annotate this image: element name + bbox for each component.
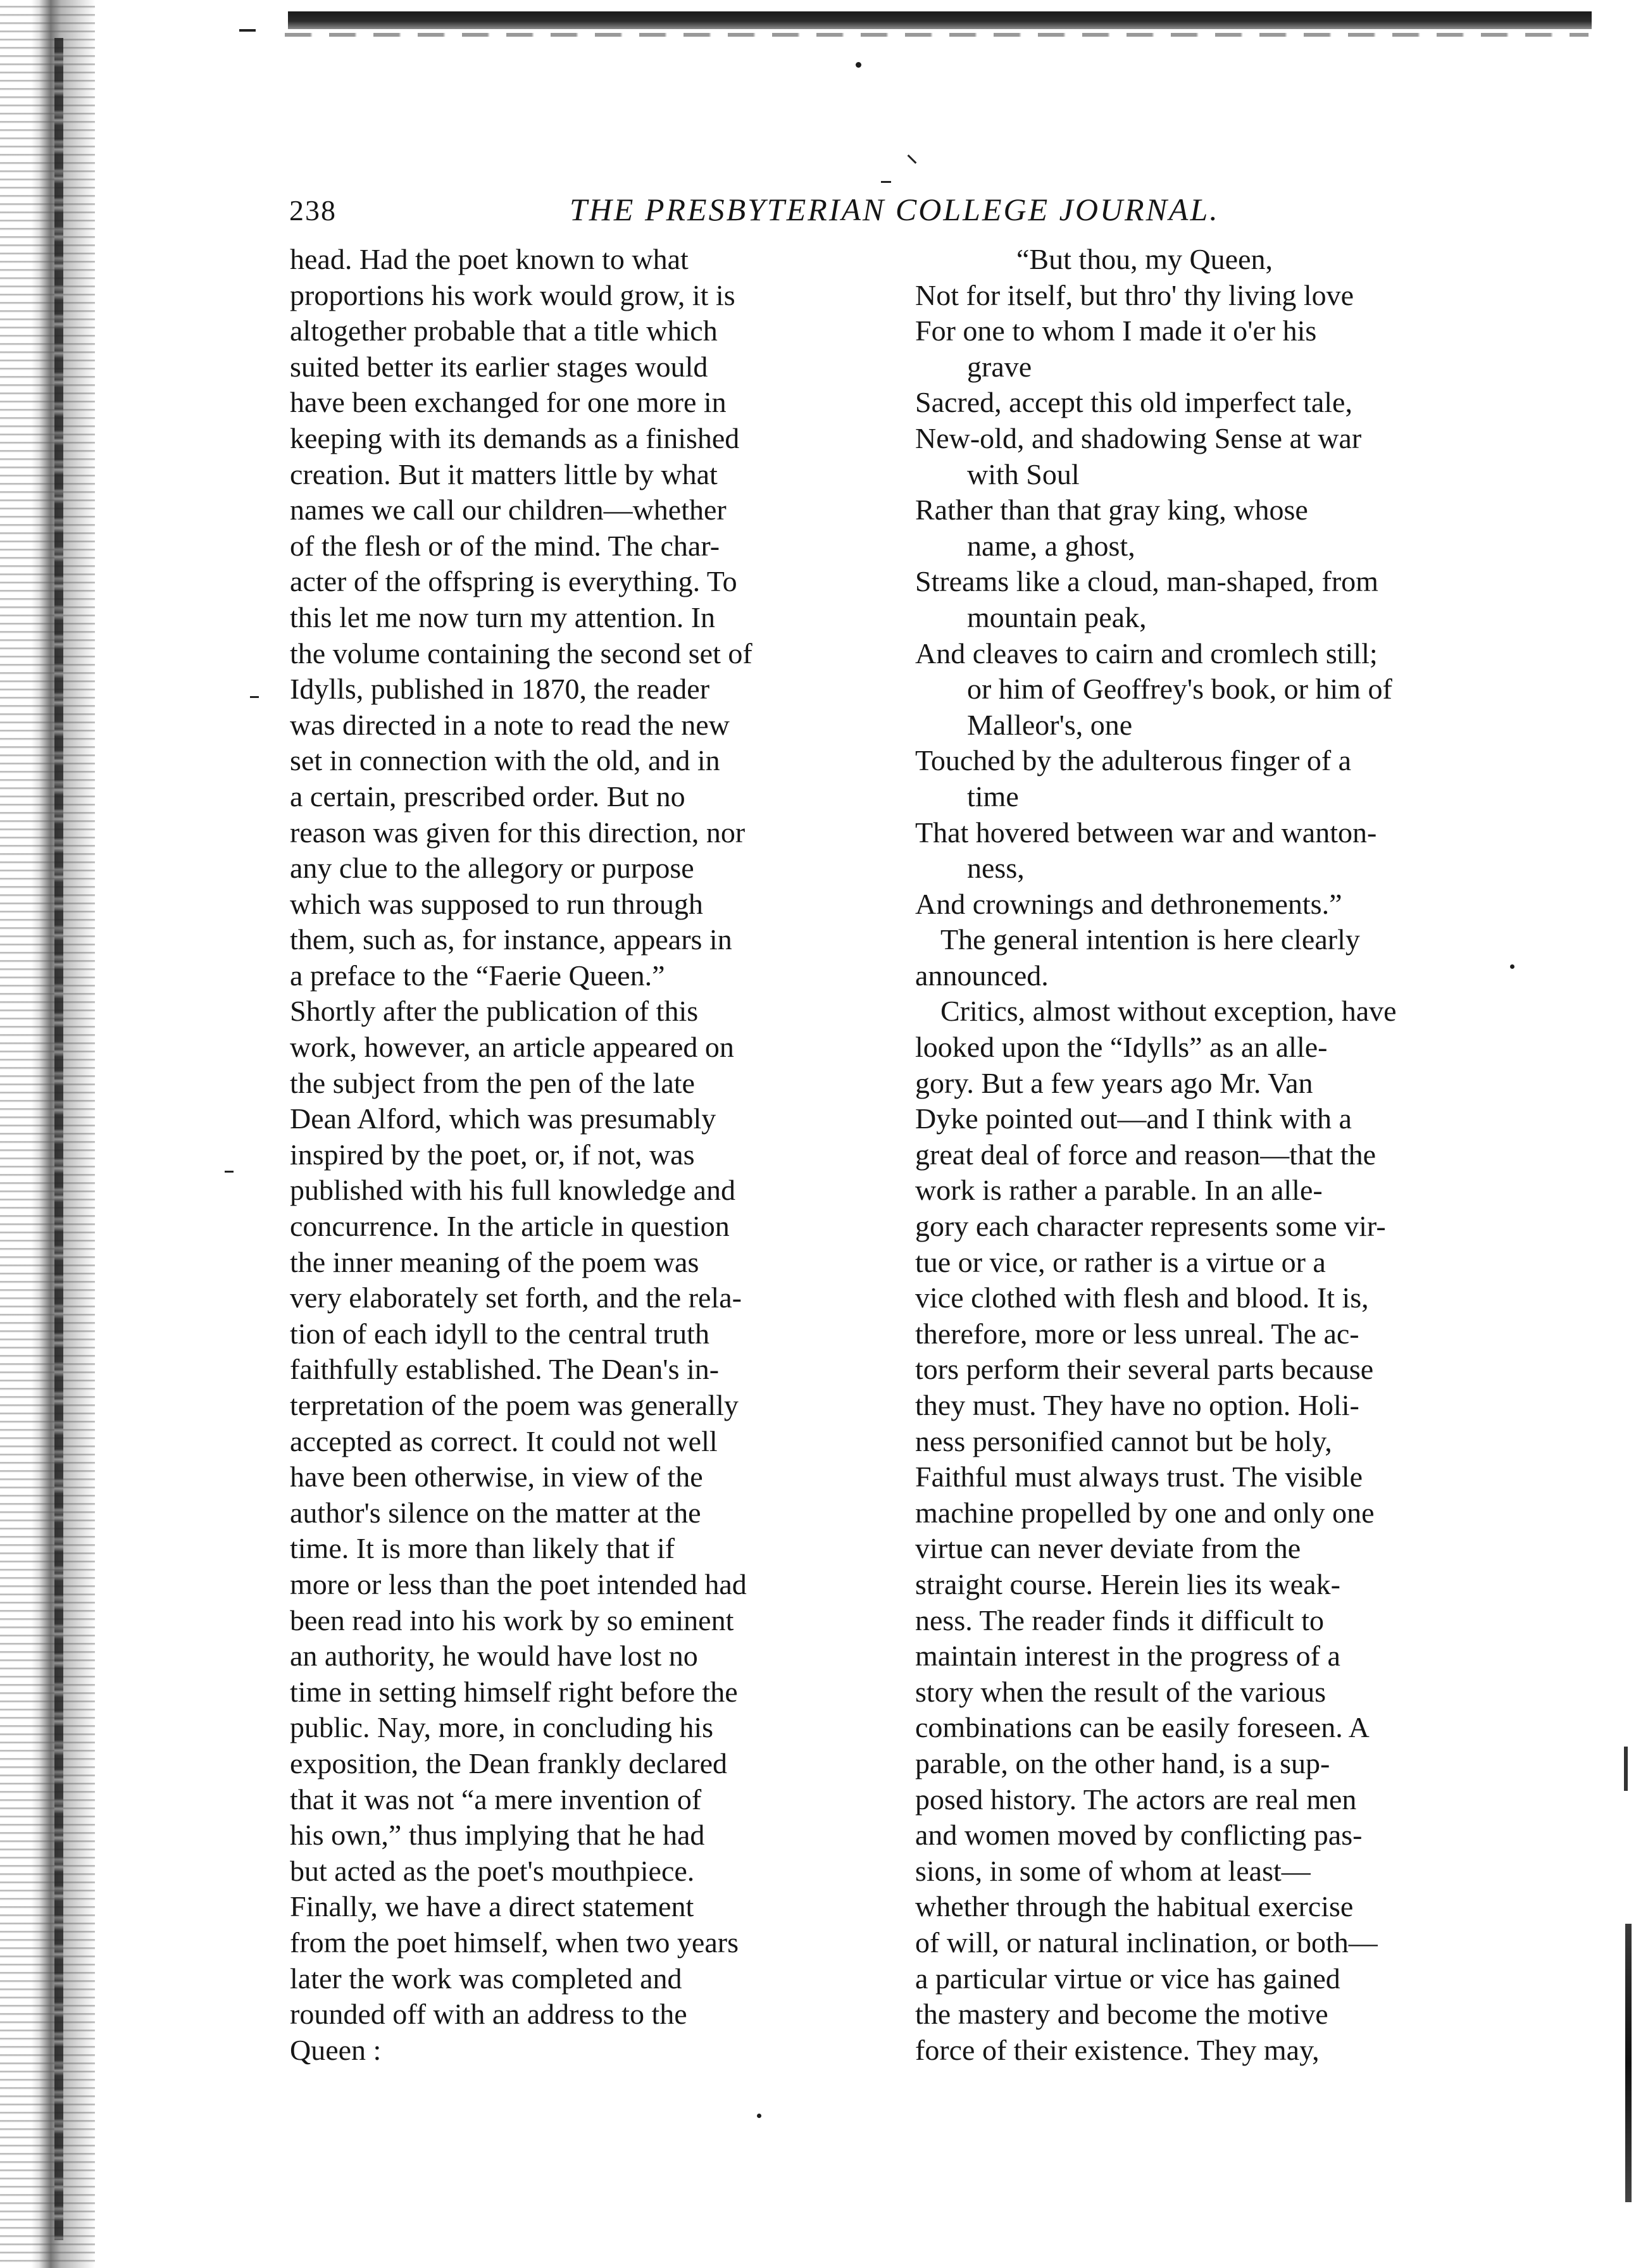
text-line: vice clothed with flesh and blood. It is, — [915, 1281, 1369, 1314]
text-line: later the work was completed and — [290, 1962, 682, 1995]
text-line: ness personified cannot but be holy, — [915, 1424, 1332, 1457]
text-line: Critics, almost without exception, have — [940, 995, 1397, 1028]
text-line: inspired by the poet, or, if not, was — [290, 1138, 695, 1171]
scan-top-border — [288, 11, 1592, 29]
text-line: gory each character represents some vir- — [915, 1210, 1386, 1243]
text-line: proportions his work would grow, it is — [290, 278, 735, 311]
text-line: head. Had the poet known to what — [290, 243, 689, 275]
text-line: parable, on the other hand, is a sup- — [915, 1747, 1330, 1779]
text-line: have been exchanged for one more in — [290, 386, 727, 419]
text-line: sions, in some of whom at least— — [915, 1854, 1311, 1887]
text-line: terpretation of the poem was generally — [290, 1389, 739, 1421]
text-line: Dean Alford, which was presumably — [290, 1102, 716, 1135]
text-line: great deal of force and reason—that the — [915, 1138, 1376, 1171]
text-line: very elaborately set forth, and the rela- — [290, 1281, 742, 1314]
text-line: suited better its earlier stages would — [290, 350, 708, 383]
poem-line: For one to whom I made it o'er his — [915, 315, 1317, 347]
text-line: Faithful must always trust. The visible — [915, 1461, 1363, 1493]
text-line: public. Nay, more, in concluding his — [290, 1711, 713, 1744]
poem-line: That hovered between war and wanton- — [915, 816, 1377, 849]
poem-line: And cleaves to cairn and cromlech still; — [915, 637, 1378, 670]
text-line: acter of the offspring is everything. To — [290, 565, 737, 598]
text-line: Finally, we have a direct statement — [290, 1890, 694, 1923]
text-line: tue or vice, or rather is a virtue or a — [915, 1245, 1326, 1278]
text-line: altogether probable that a title which — [290, 315, 718, 347]
text-line: tion of each idyll to the central truth — [290, 1317, 709, 1350]
poem-line: And crownings and dethronements.” — [915, 887, 1342, 920]
text-line: a preface to the “Faerie Queen.” — [290, 959, 665, 992]
scan-top-border-thin — [285, 33, 1589, 37]
text-line: looked upon the “Idylls” as an alle- — [915, 1031, 1328, 1064]
right-text-column — [915, 242, 1497, 2068]
text-line: force of their existence. They may, — [915, 2033, 1320, 2066]
binding-shadow — [54, 38, 63, 2240]
text-line: Dyke pointed out—and I think with a — [915, 1102, 1352, 1135]
text-line: work is rather a parable. In an alle- — [915, 1174, 1323, 1207]
ink-speck — [225, 1171, 234, 1173]
text-line: straight course. Herein lies its weak- — [915, 1567, 1340, 1600]
text-line: the mastery and become the motive — [915, 1998, 1328, 2031]
text-line: gory. But a few years ago Mr. Van — [915, 1066, 1313, 1099]
text-line: whether through the habitual exercise — [915, 1890, 1354, 1923]
poem-line: time — [967, 780, 1019, 813]
ink-speck — [757, 2114, 761, 2118]
text-line: exposition, the Dean frankly declared — [290, 1747, 728, 1779]
poem-line: ness, — [967, 852, 1025, 885]
text-line: a certain, prescribed order. But no — [290, 780, 685, 813]
text-line: Shortly after the publication of this — [290, 995, 699, 1028]
poem-line: mountain peak, — [967, 601, 1147, 633]
poem-line: Streams like a cloud, man-shaped, from — [915, 565, 1378, 598]
poem-line: Touched by the adulterous finger of a — [915, 744, 1352, 777]
text-line: announced. — [915, 959, 1049, 992]
ink-speck — [856, 62, 861, 68]
text-line: any clue to the allegory or purpose — [290, 852, 694, 885]
text-line: reason was given for this direction, nor — [290, 816, 746, 849]
text-line: an authority, he would have lost no — [290, 1640, 698, 1673]
text-line: therefore, more or less unreal. The ac- — [915, 1317, 1359, 1350]
scan-mark — [239, 29, 256, 32]
poem-line: New-old, and shadowing Sense at war — [915, 421, 1362, 454]
text-line: Queen : — [290, 2033, 382, 2066]
text-line: which was supposed to run through — [290, 887, 703, 920]
text-line: but acted as the poet's mouthpiece. — [290, 1854, 695, 1887]
text-line: work, however, an article appeared on — [290, 1031, 734, 1064]
ink-speck — [1510, 964, 1514, 969]
poem-line: with Soul — [967, 458, 1080, 490]
text-line: concurrence. In the article in question — [290, 1210, 730, 1243]
text-line: posed history. The actors are real men — [915, 1783, 1357, 1816]
ink-speck — [250, 696, 259, 698]
poem-line: Not for itself, but thro' thy living love — [915, 278, 1354, 311]
text-line: that it was not “a mere invention of — [290, 1783, 702, 1816]
text-line: time in setting himself right before the — [290, 1675, 738, 1708]
text-line: story when the result of the various — [915, 1675, 1326, 1708]
text-line: faithfully established. The Dean's in- — [290, 1353, 720, 1386]
text-line: from the poet himself, when two years — [290, 1926, 739, 1959]
text-line: his own,” thus implying that he had — [290, 1819, 705, 1852]
text-line: time. It is more than likely that if — [290, 1532, 675, 1565]
text-line: Idylls, published in 1870, the reader — [290, 673, 710, 706]
running-title: THE PRESBYTERIAN COLLEGE JOURNAL. — [570, 192, 1220, 227]
text-line: of the flesh or of the mind. The char- — [290, 529, 720, 562]
text-line: maintain interest in the progress of a — [915, 1640, 1340, 1673]
scan-right-edge — [1625, 1924, 1632, 2202]
text-line: this let me now turn my attention. In — [290, 601, 716, 633]
scanned-binding-edge — [0, 0, 95, 2268]
ink-speck — [881, 181, 891, 183]
text-line: was directed in a note to read the new — [290, 708, 730, 741]
text-line: ness. The reader finds it difficult to — [915, 1604, 1324, 1636]
text-line: the subject from the pen of the late — [290, 1066, 695, 1099]
poem-line: or him of Geoffrey's book, or him of — [967, 673, 1392, 706]
poem-line: Malleor's, one — [967, 708, 1133, 741]
text-line: virtue can never deviate from the — [915, 1532, 1301, 1565]
text-line: keeping with its demands as a finished — [290, 421, 740, 454]
text-line: of will, or natural inclination, or both— — [915, 1926, 1378, 1959]
text-line: more or less than the poet intended had — [290, 1567, 747, 1600]
text-line: machine propelled by one and only one — [915, 1496, 1375, 1529]
text-line: set in connection with the old, and in — [290, 744, 720, 777]
text-line: author's silence on the matter at the — [290, 1496, 701, 1529]
text-line: The general intention is here clearly — [940, 923, 1360, 956]
text-line: tors perform their several parts because — [915, 1353, 1374, 1386]
ink-speck — [908, 154, 917, 164]
text-line: and women moved by conflicting pas- — [915, 1819, 1363, 1852]
text-line: have been otherwise, in view of the — [290, 1461, 703, 1493]
text-line: names we call our children—whether — [290, 494, 727, 526]
text-line: creation. But it matters little by what — [290, 458, 718, 490]
poem-line: name, a ghost, — [967, 529, 1135, 562]
text-line: combinations can be easily foreseen. A — [915, 1711, 1370, 1744]
text-line: a particular virtue or vice has gained — [915, 1962, 1340, 1995]
text-line: rounded off with an address to the — [290, 1998, 687, 2031]
text-line: been read into his work by so eminent — [290, 1604, 734, 1636]
page-number: 238 — [289, 194, 337, 227]
text-line: they must. They have no option. Holi- — [915, 1389, 1359, 1421]
poem-line: Sacred, accept this old imperfect tale, — [915, 386, 1352, 419]
text-line: published with his full knowledge and — [290, 1174, 735, 1207]
text-line: the volume containing the second set of — [290, 637, 752, 670]
text-line: accepted as correct. It could not well — [290, 1424, 718, 1457]
left-text-column — [290, 242, 872, 2068]
poem-line: grave — [967, 350, 1032, 383]
poem-line: Rather than that gray king, whose — [915, 494, 1308, 526]
text-line: the inner meaning of the poem was — [290, 1245, 699, 1278]
text-line: them, such as, for instance, appears in — [290, 923, 732, 956]
scan-right-edge-mark — [1624, 1747, 1628, 1791]
poem-line: “But thou, my Queen, — [1016, 243, 1273, 275]
